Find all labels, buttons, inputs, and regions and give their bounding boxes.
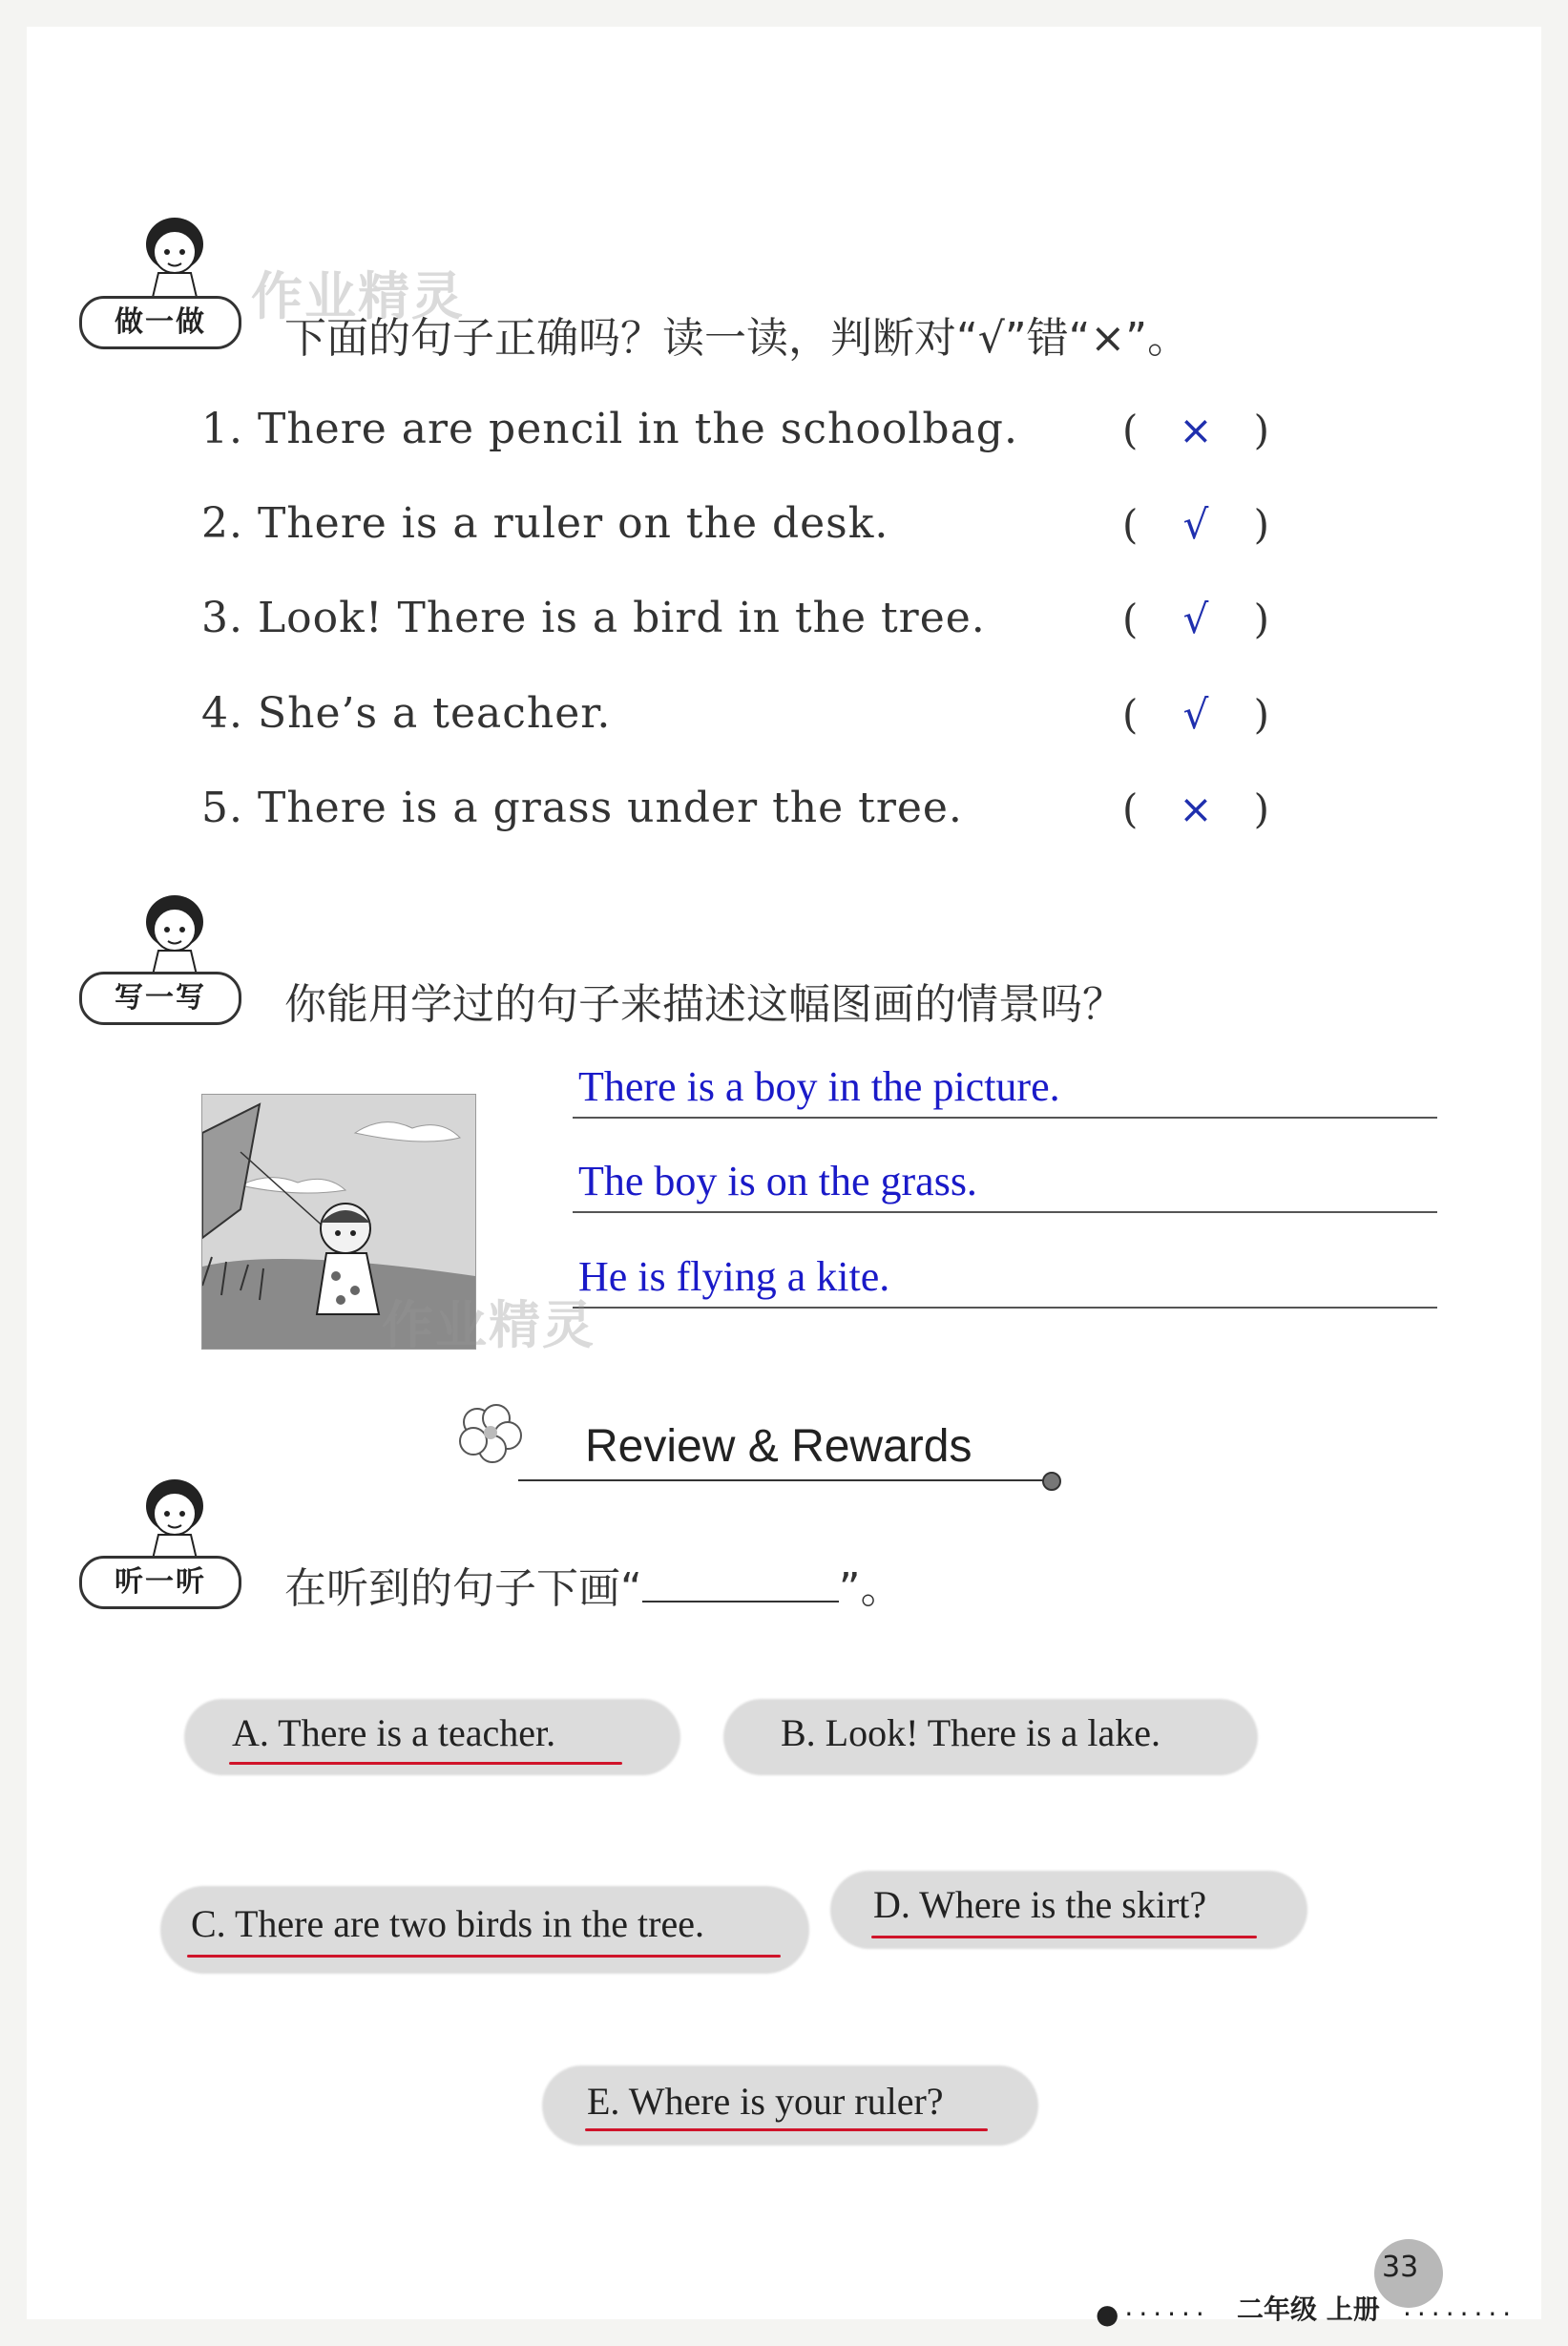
answer-mark-2: √ bbox=[1182, 501, 1209, 548]
answer-rule-1 bbox=[573, 1117, 1437, 1119]
option-b: B. Look! There is a lake. bbox=[781, 1711, 1161, 1754]
question-3: 3. Look! There is a bird in the tree. bbox=[201, 594, 986, 642]
flower-icon bbox=[454, 1401, 531, 1468]
answer-mark-5: × bbox=[1179, 785, 1213, 832]
option-c: C. There are two birds in the tree. bbox=[191, 1902, 704, 1945]
answer-mark-1: × bbox=[1179, 407, 1213, 453]
badge-zuo-yi-zuo: 做一做 bbox=[79, 296, 241, 349]
footer-dots-right: ········ bbox=[1403, 2298, 1517, 2330]
answer-line-1-text: There is a boy in the picture. bbox=[578, 1063, 1060, 1110]
watermark-middle: 作业精灵 bbox=[382, 1295, 596, 1355]
answer-line-2-text: The boy is on the grass. bbox=[578, 1158, 977, 1204]
answer-mark-3: √ bbox=[1182, 596, 1209, 642]
review-rule bbox=[518, 1479, 1049, 1481]
watermark-top: 作业精灵 bbox=[251, 266, 465, 326]
underline-e bbox=[585, 2128, 988, 2131]
underline-c bbox=[187, 1955, 781, 1958]
badge-xie-yi-xie: 写一写 bbox=[79, 972, 241, 1025]
question-5: 5. There is a grass under the tree. bbox=[201, 784, 963, 832]
section1-instruction: 下面的句子正确吗？读一读，判断对“√”错“×”。 bbox=[284, 314, 1190, 363]
review-rewards-title: Review & Rewards bbox=[585, 1421, 972, 1472]
answer-rule-2 bbox=[573, 1211, 1437, 1213]
underline-a bbox=[229, 1762, 622, 1765]
footer-dots-left: ●······ bbox=[1096, 2298, 1210, 2330]
blank-line bbox=[642, 1591, 839, 1602]
answer-line-3-text: He is flying a kite. bbox=[578, 1253, 890, 1300]
answer-mark-4: √ bbox=[1182, 691, 1209, 738]
grade-label: 二年级 上册 bbox=[1237, 2294, 1380, 2325]
option-d: D. Where is the skirt? bbox=[873, 1883, 1207, 1926]
answer-rule-3 bbox=[573, 1307, 1437, 1309]
underline-d bbox=[871, 1936, 1257, 1938]
option-e: E. Where is your ruler? bbox=[587, 2080, 944, 2123]
section3-instruction: 在听到的句子下画“ ”。 bbox=[284, 1564, 903, 1613]
workbook-page: 做一做 下面的句子正确吗？读一读，判断对“√”错“×”。 作业精灵 1. There are pencil in the schoolbag. ( × ) 2. There is a ruler on the desk. ( √ ) 3. Look! There is a bird in the tree. ( √ ) 4. She’s a teacher. ( √ ) 5. There is a grass under the tree. ( × ) 写一写 你能用学过的句子来描述这幅图画的情景吗？ There is a boy in the picture. The boy is on the grass. He is flying a kite. 作业精灵 Review & Rewards 听一听 在听到的句子下画“ ”。 A. There is a teacher. B. Look! There is a lake. C. There are two birds in the tree. D. Where is the skirt? E. Where is your ruler? 33 ●······ 二年级 上册 ········ bbox=[27, 27, 1541, 2319]
question-4: 4. She’s a teacher. bbox=[201, 689, 612, 738]
section2-instruction: 你能用学过的句子来描述这幅图画的情景吗？ bbox=[284, 980, 1124, 1029]
question-1: 1. There are pencil in the schoolbag. bbox=[201, 405, 1018, 453]
option-a: A. There is a teacher. bbox=[232, 1711, 556, 1754]
question-2: 2. There is a ruler on the desk. bbox=[201, 499, 889, 548]
badge-ting-yi-ting: 听一听 bbox=[79, 1556, 241, 1609]
page-number: 33 bbox=[1382, 2251, 1419, 2284]
review-dot bbox=[1042, 1472, 1061, 1491]
